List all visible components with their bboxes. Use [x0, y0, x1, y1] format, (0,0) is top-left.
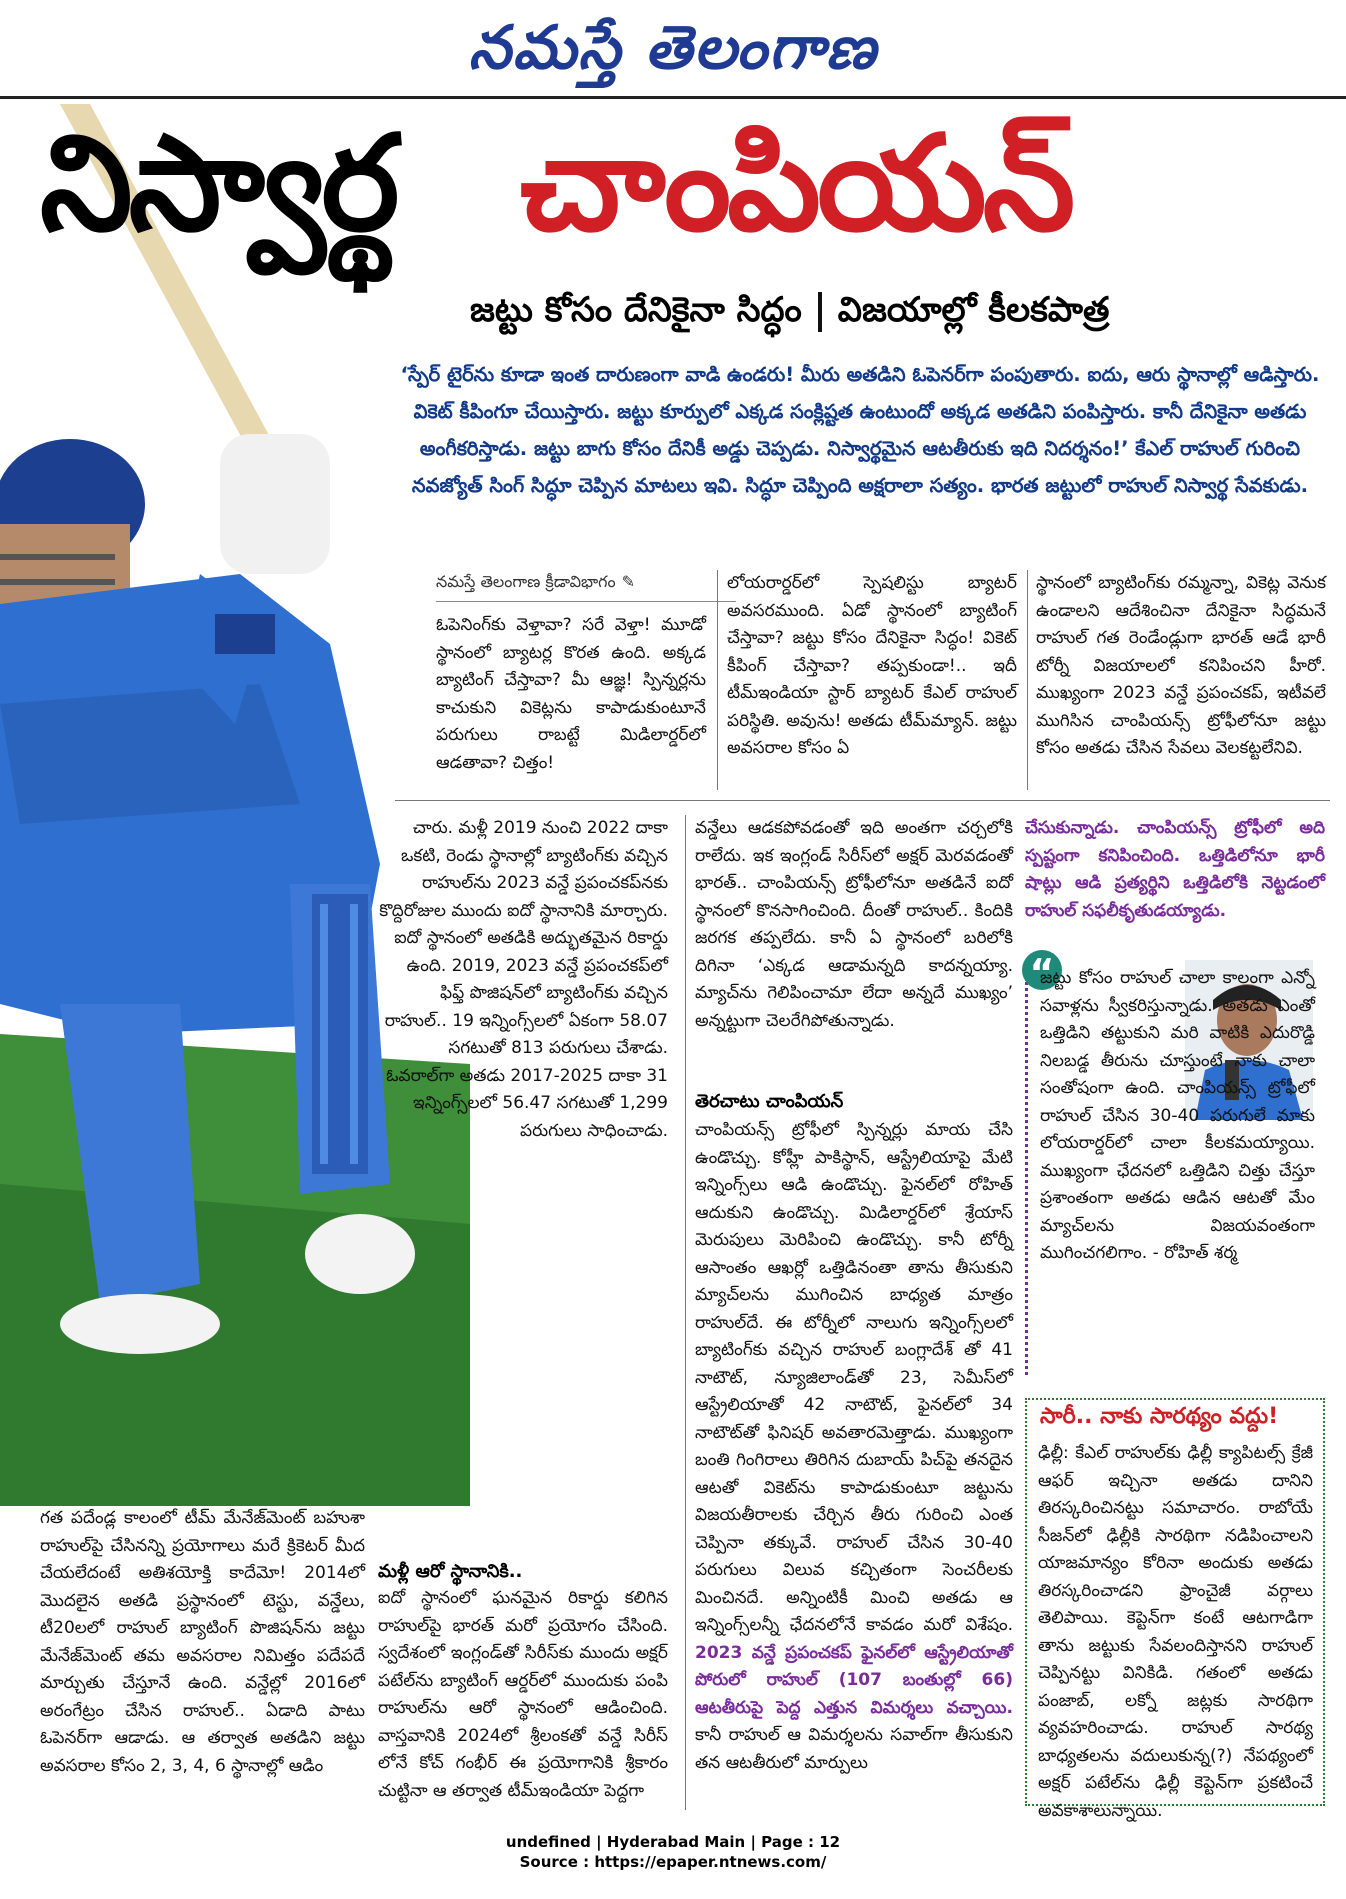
byline-text: నమస్తే తెలంగాణ క్రీడావిభాగం	[436, 572, 616, 591]
subhead-left: జట్టు కోసం దేనికైనా సిద్ధం	[470, 290, 802, 330]
masthead-rule	[0, 96, 1346, 99]
player-photo	[0, 104, 470, 1506]
pen-icon: ✎	[621, 572, 635, 591]
masthead-logo: నమస్తే తెలంగాణ	[468, 13, 878, 83]
highlight-text: 2023 వన్డే ప్రపంచకప్ ఫైనల్‌లో ఆస్ట్రేలియాతో పోరులో రాహుల్ (107 బంతుల్లో 66) ఆటతీరుపై పెద్ద ఎత్తున విమర్శలు వచ్చాయి.	[695, 1642, 1013, 1718]
center-text-end: కానీ రాహుల్ ఆ విమర్శలను సవాల్‌గా తీసుకుని తన ఆటతీరులో మార్పులు	[695, 1725, 1013, 1773]
headline-part2: చాంపియన్	[520, 107, 1072, 261]
center-column-2	[695, 1117, 1013, 1777]
center-text: చాంపియన్స్ ట్రోఫీలో స్పిన్నర్లు మాయ చేసి ఉండొచ్చు. కోహ్లీ పాకిస్థాన్, ఆస్ట్రేలియాపై మేటి ఇన్నింగ్స్‌లు ఆడి ఉండొచ్చు. ఫైనల్‌లో రోహిత్ ఆదుకుని ఉండొచ్చు. మిడిలార్డర్‌లో శ్రేయాస్ మెరుపులు మెరిపించి ఉండొచ్చు. కానీ టోర్నీ ఆసాంతం ఆఖర్లో ఒత్తిడినంతా తాను తీసుకుని మ్యాచ్‌లను ముగించిన బాధ్యత మాత్రం రాహుల్‌దే. ఈ టోర్నీలో నాలుగు ఇన్నింగ్స్‌లలో బ్యాటింగ్‌కు వచ్చిన రాహుల్ బంగ్లాదేశ్ తో 41 నాటౌట్, న్యూజిలాండ్‌తో 23, సెమీస్‌లో ఆస్ట్రేలియాతో 42 నాటౌట్, ఫైనల్‌లో 34 నాటౌట్‌తో ఫినిషర్ అవతారమెత్తాడు. ముఖ్యంగా బంతి గింగిరాలు తిరిగిన దుబాయ్ పిచ్‌పై తనదైన ఆటతో వికెట్‌ను కాపాడుకుంటూ జట్టును విజయతీరాలకు చేర్చిన తీరు గురించి ఎంత చెప్పినా తక్కువే. రాహుల్ చేసిన 30-40 పరుగులు విలువ కచ్చితంగా సెంచరీలకు మించినదే. అన్నింటికీ మించి అతడు ఆ ఇన్నింగ్స్‌లన్నీ ఛేదనలోనే కావడం మరో విశేషం.	[695, 1120, 1013, 1635]
footer-source: Source : https://epaper.ntnews.com/	[519, 1853, 827, 1871]
footer-page-info: undefined | Hyderabad Main | Page : 12	[505, 1833, 841, 1851]
section-heading-sixth-position: మళ్లీ ఆరో స్థానానికి..	[378, 1561, 523, 1582]
intro-quote: ‘స్పేర్ టైర్‌ను కూడా ఇంత దారుణంగా వాడి ఉండరు! మీరు అతడిని ఓపెనర్‌గా పంపుతారు. ఐదు, ఆరు స్థానాల్లో ఆడిస్తారు. వికెట్ కీపింగూ చేయిస్తారు. జట్టు కూర్పులో ఎక్కడ సంక్లిష్టత ఉంటుందో అక్కడ అతడిని పంపిస్తారు. కానీ దేనికైనా అతడు అంగీకరిస్తాడు. జట్టు బాగు కోసం దేనికీ అడ్డు చెప్పడు. నిస్వార్థమైన ఆటతీరుకు ఇది నిదర్శనం!’ కేఎల్ రాహుల్ గురించి నవజ్యోత్ సింగ్ సిద్ధూ చెప్పిన మాటలు ఇవి. సిద్ధూ చెప్పింది అక్షరాలా సత్యం. భారత జట్టులో రాహుల్ నిస్వార్థ సేవకుడు.	[400, 363, 1320, 497]
upper-column-1: ఓపెనింగ్‌కు వెళ్తావా? సరే వెళ్తా! మూడో స్థానంలో బ్యాటర్ల కొరత ఉంది. అక్కడ బ్యాటింగ్ చేస్తావా? మీ ఆజ్ఞ! స్పిన్నర్లను కాచుకుని వికెట్లను కాపాడుకుంటూనే పరుగులు రాబట్టే మిడిలార్డర్‌లో ఆడతావా? చిత్తం!	[436, 615, 706, 773]
subhead-separator	[818, 292, 822, 332]
sidebar-body: ఢిల్లీ: కేఎల్ రాహుల్‌కు ఢిల్లీ క్యాపిటల్స్ క్రేజీ ఆఫర్ ఇచ్చినా అతడు దానిని తిరస్కరించినట్టు సమాచారం. రాబోయే సీజన్‌లో ఢిల్లీకి సారథిగా నడిపించాలని యాజమాన్యం కోరినా అందుకు అతడు తిరస్కరించాడని ఫ్రాంచైజీ వర్గాలు తెలిపాయి. కెప్టెన్‌గా కంటే ఆటగాడిగా తాను జట్టుకు సేవలందిస్తానని రాహుల్ చెప్పినట్టు వినికిడి. గతంలో అతడు పంజాబ్, లక్నో జట్లకు సారథిగా వ్యవహరించాడు. రాహుల్ సారథ్య బాధ్యతలను వదులుకున్న(?) నేపథ్యంలో అక్షర్ పటేల్‌ను ఢిల్లీ కెప్టెన్‌గా ప్రకటించే అవకాశాలున్నాయి.	[1038, 1443, 1313, 1821]
subheadline	[470, 290, 1109, 338]
sidebar-title: సారీ.. నాకు సారథ్యం వద్దు!	[1040, 1404, 1279, 1429]
subhead-right: విజయాల్లో కీలకపాత్ర	[837, 290, 1110, 330]
section-heading-behind-screen-champion: తెరచాటు చాంపియన్	[695, 1091, 844, 1112]
byline	[436, 572, 736, 602]
column-rule	[685, 815, 686, 1810]
section-rule	[395, 800, 1330, 801]
right-column-top: చేసుకున్నాడు. చాంపియన్స్ ట్రోఫీలో అది స్పష్టంగా కనిపించింది. ఒత్తిడిలోనూ భారీ షాట్లు ఆడి ప్రత్యర్థిని ఒత్తిడిలోకి నెట్టడంలో రాహుల్ సఫలీకృతుడయ్యాడు.	[1025, 818, 1325, 921]
headline-part1: నిస్వార్థ	[40, 107, 396, 261]
left-bottom-column: గత పదేండ్ల కాలంలో టీమ్ మేనేజ్‌మెంట్ బహుశా రాహుల్‌పై చేసినన్ని ప్రయోగాలు మరే క్రికెటర్ మీద చేయలేదంటే అతిశయోక్తి కాదేమో! 2014లో మొదలైన అతడి ప్రస్థానంలో టెస్టు, వన్డేలు, టీ20లలో రాహుల్ బ్యాటింగ్ పొజిషన్‌ను జట్టు మేనేజ్‌మెంట్ తమ అవసరాల నిమిత్తం పదేపదే మార్చుతు చేస్తూనే ఉంది. వన్డేల్లో 2016లో అరంగేట్రం చేసిన రాహుల్.. ఏడాది పాటు ఓపెనర్‌గా ఆడాడు. ఆ తర్వాత అతడిని జట్టు అవసరాల కోసం 2, 3, 4, 6 స్థానాల్లో ఆడిం	[40, 1508, 365, 1776]
quote-icon: “	[1022, 950, 1062, 990]
center-column: వన్డేలు ఆడకపోవడంతో ఇది అంతగా చర్చలోకి రాలేదు. ఇక ఇంగ్లండ్ సిరీస్‌లో అక్షర్ మెరవడంతో భారత్.. చాంపియన్స్ ట్రోఫీలోనూ అతడినే ఐదో స్థానంలో కొనసాగించింది. దీంతో రాహుల్.. కిందికి జరగక తప్పలేదు. కానీ ఏ స్థానంలో బరిలోకి దిగినా ‘ఎక్కడ ఆడామన్నది కాదన్నయ్యా. మ్యాచ్‌ను గెలిపించామా లేదా అన్నదే ముఖ్యం’ అన్నట్టుగా చెలరేగిపోతున్నాడు.	[695, 818, 1013, 1031]
column-rule	[717, 570, 718, 790]
upper-column-3: స్థానంలో బ్యాటింగ్‌కు రమ్మన్నా, వికెట్ల వెనుక ఉండాలని ఆదేశించినా దేనికైనా సిద్ధమనే రాహుల్ గత రెండేండ్లుగా భారత్ ఆడే భారీ టోర్నీ విజయాలలో కనిపించని హీరో. ముఖ్యంగా 2023 వన్డే ప్రపంచకప్, ఇటీవలే ముగిసిన చాంపియన్స్ ట్రోఫీలోనూ జట్టు కోసం అతడు చేసిన సేవలు వెలకట్టలేనివి.	[1036, 573, 1326, 758]
mid-column-1: చారు. మళ్లీ 2019 నుంచి 2022 దాకా ఒకటి, రెండు స్థానాల్లో బ్యాటింగ్‌కు వచ్చిన రాహుల్‌ను 2023 వన్డే ప్రపంచకప్‌నకు కొద్దిరోజుల ముందు ఐదో స్థానానికి మార్చారు. ఐదో స్థానంలో అతడికి అద్భుతమైన రికార్డు ఉంది. 2019, 2023 వన్డే ప్రపంచకప్‌లో ఫిఫ్త్ పొజిషన్‌లో బ్యాటింగ్‌కు వచ్చిన రాహుల్.. 19 ఇన్నింగ్స్‌లలో ఏకంగా 58.07 సగటుతో 813 పరుగులు చేశాడు. ఓవరాల్‌గా అతడు 2017-2025 దాకా 31 ఇన్నింగ్స్‌లలో 56.47 సగటుతో 1,299 పరుగులు సాధించాడు.	[379, 818, 668, 1141]
rohit-quote: జట్టు కోసం రాహుల్ చాలా కాలంగా ఎన్నో సవాళ్లను స్వీకరిస్తున్నాడు. అతడు ఎంతో ఒత్తిడిని తట్టుకుని మరి వాటికి ఎదురొడ్డి నిలబడ్డ తీరును చూస్తుంటే నాకు చాలా సంతోషంగా ఉంది. చాంపియన్స్ ట్రోఫీలో రాహుల్ చేసిన 30-40 పరుగులే మాకు లోయరార్డర్‌లో చాలా కీలకమయ్యాయి. ముఖ్యంగా ఛేదనలో ఒత్తిడిని చిత్తు చేస్తూ ప్రశాంతంగా అతడు ఆడిన ఆటతో మేం మ్యాచ్‌లను విజయవంతంగా ముగించగలిగాం. - రోహిత్ శర్మ	[1040, 968, 1315, 1263]
column-rule	[1027, 570, 1028, 790]
mid-column-1b: ఐదో స్థానంలో ఘనమైన రికార్డు కలిగిన రాహుల్‌పై భారత్ మరో ప్రయోగం చేసింది. స్వదేశంలో ఇంగ్లండ్‌తో సిరీస్‌కు ముందు అక్షర్ పటేల్‌ను బ్యాటింగ్ ఆర్డర్‌లో ముందుకు పంపి రాహుల్‌ను ఆరో స్థానంలో ఆడించింది. వాస్తవానికి 2024లో శ్రీలంకతో వన్డే సిరీస్ లోనే కోచ్ గంభీర్ ఈ ప్రయోగానికి శ్రీకారం చుట్టినా ఆ తర్వాత టీమ్‌ఇండియా పెద్దగా	[378, 1588, 668, 1801]
upper-column-2: లోయరార్డర్‌లో స్పెషలిస్టు బ్యాటర్ అవసరముంది. ఏడో స్థానంలో బ్యాటింగ్ చేస్తావా? జట్టు కోసం దేనికైనా సిద్ధం! వికెట్ కీపింగ్ చేస్తావా? తప్పకుండా!.. ఇదీ టీమ్‌ఇండియా స్టార్ బ్యాటర్ కేఎల్ రాహుల్ పరిస్థితి. అవును! అతడు టీమ్‌మ్యాన్. జట్టు అవసరాల కోసం ఏ	[727, 573, 1017, 758]
